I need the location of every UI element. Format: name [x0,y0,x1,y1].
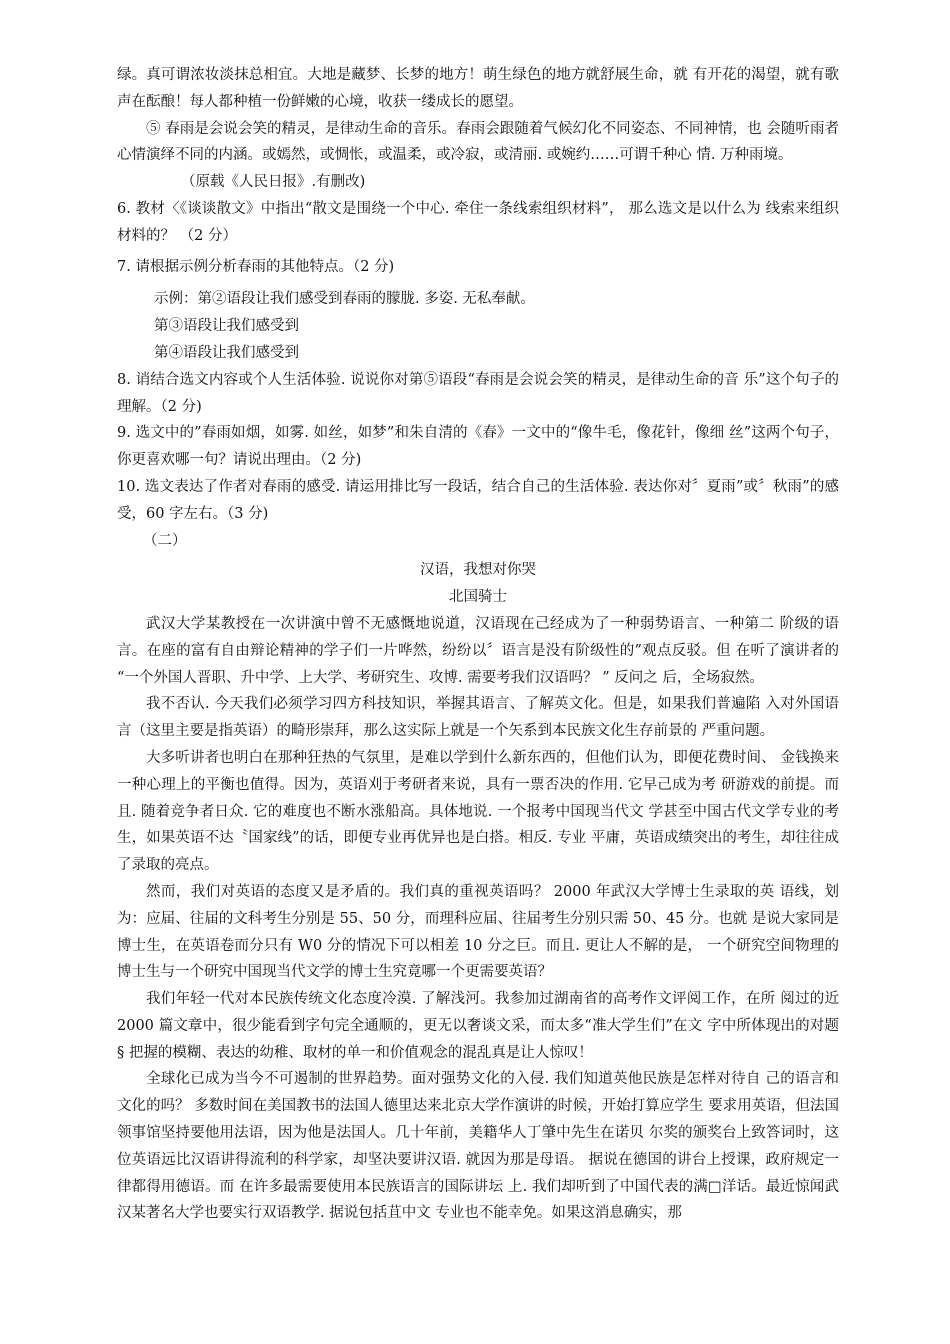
article-paragraph: 我不否认. 今天我们必须学习四方科技知识，举握其语言、了解英文化。但是，如果我们普遍陷 入对外国语言（这里主要是指英语）的畸形崇拜，那么这实际上就是一个矢系到本民族文化生存前景的 严重问题。 [117,696,839,740]
article-paragraph: 然而，我们对英语的态度又是矛盾的。我们真的重视英语吗？ 2000 年武汉大学博士生录取的英 语线，划为：应届、往届的文科考生分别是 55、50 分，而理科应届、往届考生分别只需 50、45 分。也就 是说大家同是博士生，在英语卷而分只有 W0 分的情况下可以相差 10 分之巨。而且. 更让人不解的是， 一个研究空间物理的博士生与一个研究中国现当代文学的博士生究竟哪一个更需要英语？ [117,883,839,981]
question-10: 10. 选文表达了作者对春雨的感受. 请运用排比写一段话，结合自己的生活体验. 表达你对〞夏雨”或〞秋雨”的感受，60 字左右。（3 分) [117,478,839,522]
answer-prompt-3: 第③语段让我们感受到 [154,318,299,335]
answer-prompt-4: 第④语段让我们感受到 [154,344,299,361]
document-page [117,62,839,1227]
article-paragraph: 全球化已成为当今不可遏制的世界趋势。面对强势文化的入侵. 我们知道英他民族是怎样对待自 己的语言和文化的吗？ 多数时间在美国教书的法国人德里达来北京大学作演讲的时候，开始打算应学生 要求用英语，但法国领事馆坚持要他用法语，因为他是法国人。几十年前，美籍华人丁肇中先生在诺贝 尔奖的颁奖台上致答词时，这位英语远比汉语讲得流利的科学家，却坚决要讲汉语. 就因为那是母语。 据说在德国的讲台上授课，政府规定一律都得用德语。而 在许多最需要使用本民族语言的国际讲坛 上. 我们却听到了中国代表的满□洋话。最近惊闻武汉某著名大学也要实行双语教学. 据说包括苴中文 专业也不能幸免。如果这消息确实，那 [117,1071,839,1222]
article-author: 北国骑士 [449,589,507,606]
question-6: 6. 教材〈《谈谈散文》中指出“散文是围绕一个中心. 牵住一条线索组织材料”， 那么选文是以什么为 线索来组织材料的？ （2 分） [117,200,839,244]
question-7: 7. 请根据示例分析春雨的其他特点。（2 分) [117,258,395,275]
passage-paragraph: 绿。真可谓浓妆淡抹总相宜。大地是藏梦、长梦的地方！萌生绿色的地方就舒展生命，就 有开花的渴望，就有歌声在酝酿！每人都种植一份鲜嫩的心境，收获一缕成长的愿望。 [117,67,839,110]
question-9: 9. 选文中的”春雨如烟，如雾. 如丝，如梦”和朱自清的《春》一文中的“像牛毛，像花针，像细 丝”这两个句子，你更喜欢哪一句？请说出理由。（2 分) [117,425,839,469]
example-line: 示例：第②语段让我们感受到春雨的朦胧. 多姿. 无私奉献。 [154,291,535,308]
section-label: （二） [143,532,187,549]
article-paragraph: 我们年轻一代对本民族传统文化态度冷漠. 了解浅河。我参加过湖南省的高考作文评阅工作，在所 阅过的近 2000 篇文章中，很少能看到字句完全通顺的，更无以奢谈文采，而太多“准大学生们”在文 字中所体现出的对题 § 把握的模糊、表达的幼稚、取材的单一和价值观念的混乱真是让人惊叹！ [117,991,839,1061]
article-paragraph: 大多听讲者也明白在那种狂热的气氛里，是难以学到什么新东西的，但他们认为，即便花费时间、 金钱换来一种心理上的平衡也值得。因为，英语刈于考研者来说，具有一票否决的作用. 它早己成为考 研游戏的前提。而且. 随着竞争者日众. 它的难度也不断水涨船高。具体地说. 一个报考中国现当代文 学甚至中国古代文学专业的考生，如果英语不达〝国家线”的话，即便专业再优异也是白搭。相反. 专业 平庸，英语成绩突出的考生，却往往成了录取的亮点。 [117,749,839,874]
question-8: 8. 诮结合选文内容或个人生活体验. 说说你对第⑤语段“春雨是会说会笑的精灵，是律动生命的音 乐”这个句子的理解。（2 分) [117,371,839,415]
source-note: （原载《人民日报》.有删改) [181,174,366,191]
passage-paragraph: ⑤ 春雨是会说会笑的精灵，是律动生命的音乐。春雨会跟随着气候幻化不同姿态、不同神情，也 会随听雨者心情演绎不同的内涵。或嫣然，或惆怅，或温柔，或冷寂，或清丽. 或婉约……可谓千种心 情. 万种雨境。 [117,120,839,164]
article-paragraph: 武汉大学某教授在一次讲演中曾不无感慨地说道，汉语现在己经成为了一种弱势语言、一种第二 阶级的语言。在座的富有自由辩论精神的学子们一片哗然，纷纷以〞语言是没有阶级性的”观点反驳。但 在听了演讲者的 “一个外国人晋职、升中学、上大学、考研究生、攻博. 需要考我们汉语吗？ ” 反问之 后，全场寂然。 [117,615,839,686]
article-title: 汉语，我想对你哭 [420,562,536,579]
